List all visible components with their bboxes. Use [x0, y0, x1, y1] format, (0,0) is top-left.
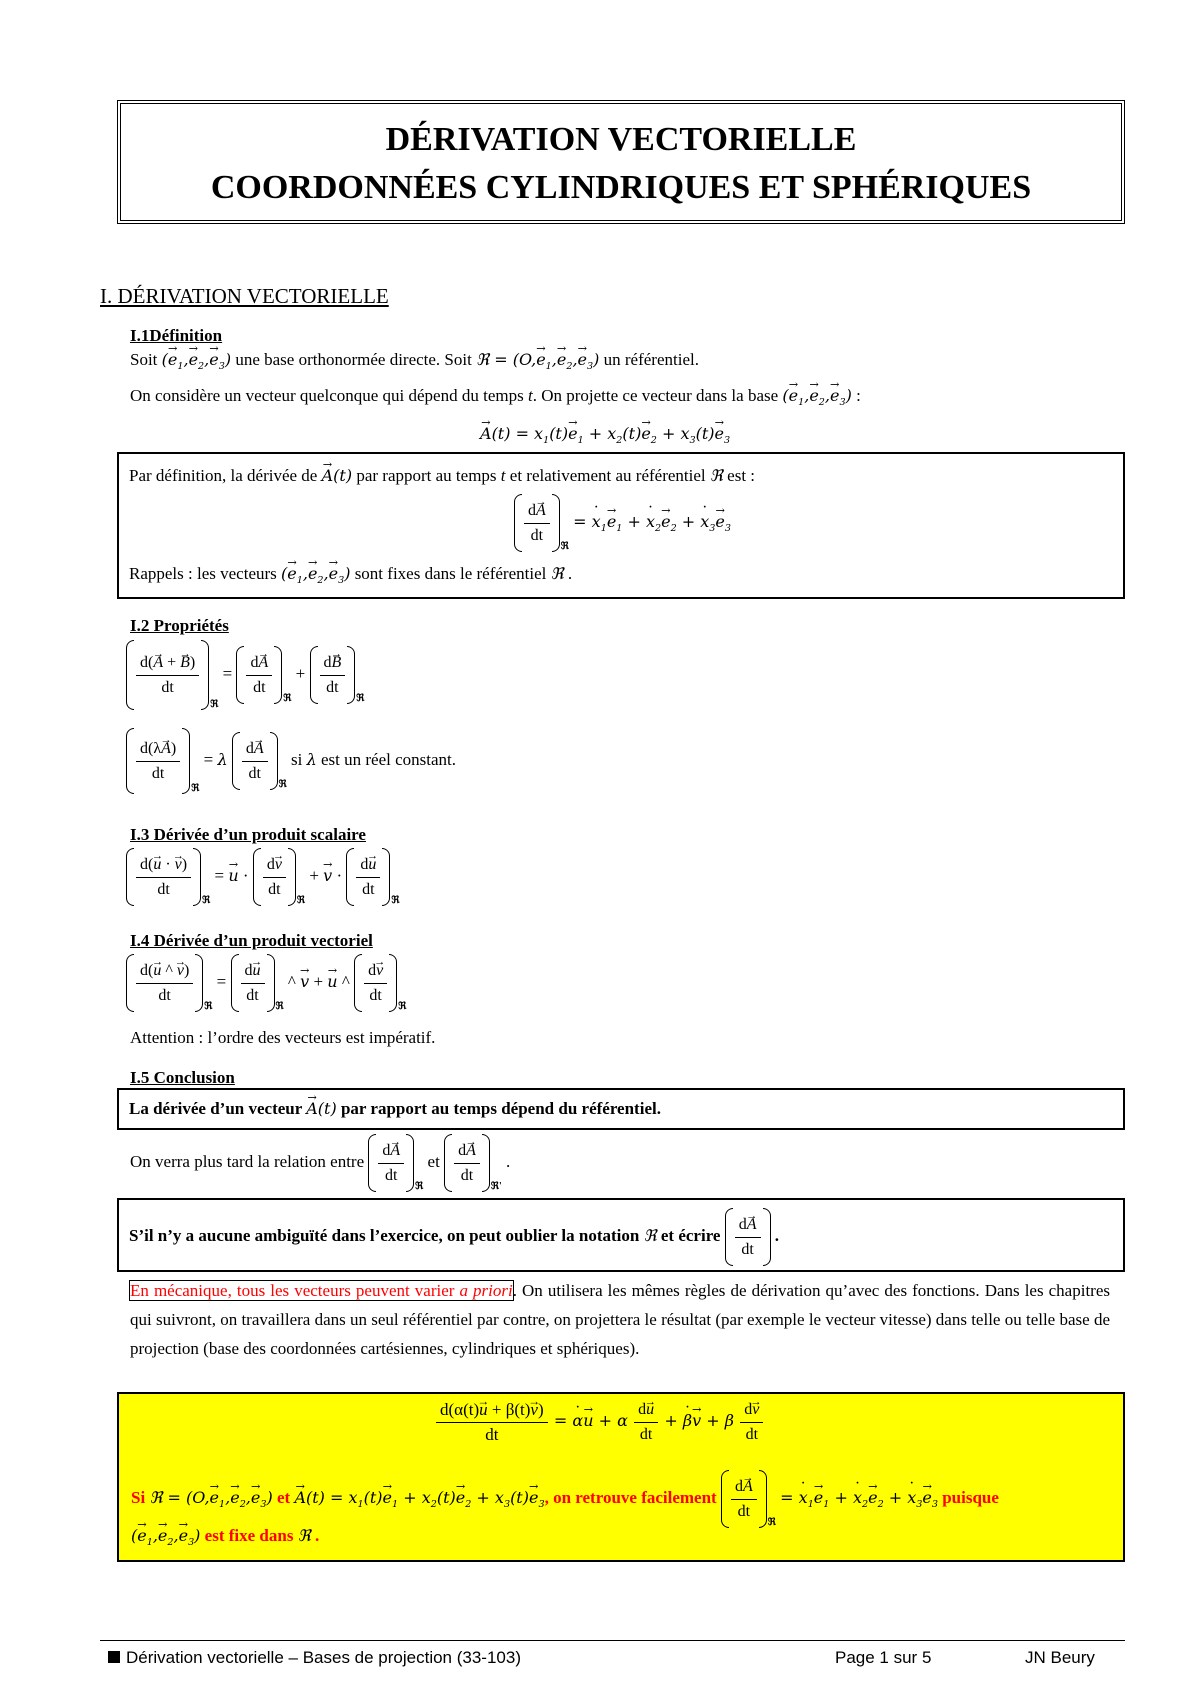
heading-1-3: I.3 Dérivée d’un produit scalaire: [130, 825, 366, 844]
attention-note: Attention : l’ordre des vecteurs est impératif.: [130, 1028, 436, 1047]
heading-1-1: I.1Définition: [130, 326, 223, 345]
linear-combination-formula: $\frac{d(\alpha(t)\to u + \beta(t)\to v)}{dt}$ = ˙ α→ u + α $\frac{d\to u}{dt}$ + ˙ β→ v + β $\frac{d\to v}{dt}$: [434, 1400, 765, 1445]
yellow-line-1: Si ℜ = $(O,\to e_1,\to e_2,\to e_3)$ et → $A(t) = x_1(t)\to e_1 + x_2(t)\to e_2 + x_3(t)\to e_3$, on retrouve facilement $\frac{d\to A}{dt}$ ℜ = ˙ $x_1\to e_1$ + ˙ $x_2\to e_2$ + ˙ $x_3\to e_3$ puisque: [131, 1470, 999, 1528]
square-bullet-icon: [108, 1651, 120, 1663]
conclusion-box-1-text: La dérivée d’un vecteur → A(t) par rapport au temps dépend du référentiel.: [129, 1099, 661, 1119]
later-relation-line: On verra plus tard la relation entre $\frac{d\to A}{dt}$ ℜ et $\frac{d\to A}{dt}$ ℜ' .: [130, 1134, 510, 1192]
footer-page: Page 1 sur 5: [835, 1648, 932, 1667]
heading-1-5: I.5 Conclusion: [130, 1068, 235, 1087]
title-line-2: COORDONNÉES CYLINDRIQUES ET SPHÉRIQUES: [210, 169, 1032, 206]
heading-1-4: I.4 Dérivée d’un produit vectoriel: [130, 931, 373, 950]
footer-divider: [100, 1640, 1125, 1641]
section-heading-1: I. DÉRIVATION VECTORIELLE: [100, 284, 389, 308]
mechanics-paragraph: En mécanique, tous les vecteurs peuvent varier a priori. On utilisera les mêmes règles de dérivation qu’avec des fonctions. Dans les chapitres qui suivront, on travaillera dans un seul référentiel par contre, on projettera le résultat (par exemple le vecteur vitesse) dans telle ou telle base de projection (base des coordonnées cartésiennes, cylindriques et sphériques).: [130, 1281, 1110, 1358]
footer-left: Dérivation vectorielle – Bases de projection (33-103): [108, 1648, 521, 1668]
definition-line-1: Soit (→ $e_1,\to e_2,\to e_3$) une base orthonormée directe. Soit ℜ = $(O,\to e_1,\to e_2,\to e_3)$ un référentiel.: [130, 350, 699, 372]
property-scalar-multiple: $\frac{d(\lambda\to A)}{dt}$ ℜ = λ $\frac{d\to A}{dt}$ ℜ si λ est un réel constant.: [126, 728, 456, 794]
vector-product-formula: $\frac{d(\to u \^{} \to v)}{dt}$ ℜ = $\frac{d\to u}{dt}$ ℜ ^ → v + → u ^ $\frac{d\to v}{dt}$ ℜ: [126, 954, 406, 1012]
conclusion-box-2-text: S’il n’y a aucune ambiguïté dans l’exercice, on peut oublier la notation ℜ et écrire $\frac{d\to A}{dt}$ .: [129, 1208, 779, 1266]
heading-1-2: I.2 Propriétés: [130, 616, 229, 635]
derivative-formula: $\frac{d\to A}{dt}$ ℜ = ˙ $x_1\to e_1$ + ˙ $x_2\to e_2$ + ˙ $x_3\to e_3$: [514, 494, 731, 552]
rappel-line: Rappels : les vecteurs (→ $e_1,\to e_2,\to e_3$) sont fixes dans le référentiel ℜ .: [129, 564, 572, 586]
equation-vector-a: → $A(t) = x_1(t)\to e_1 + x_2(t)\to e_2 + x_3(t)\to e_3$: [480, 424, 730, 446]
definition-line-2: On considère un vecteur quelconque qui dépend du temps t. On projette ce vecteur dans la base (→ $e_1,\to e_2,\to e_3$) :: [130, 386, 861, 408]
yellow-line-2: (→ $e_1,\to e_2,\to e_3$) est fixe dans ℜ .: [131, 1526, 319, 1548]
title-box: [117, 100, 1125, 224]
property-sum: $\frac{d(\to A + \to B)}{dt}$ ℜ = $\frac{d\to A}{dt}$ ℜ + $\frac{d\to B}{dt}$ ℜ: [126, 640, 364, 710]
yellow-summary-box: [117, 1392, 1125, 1562]
scalar-product-formula: $\frac{d(\to u \cdot \to v)}{dt}$ ℜ = → u · $\frac{d\to v}{dt}$ ℜ + → v · $\frac{d\to u}{dt}$ ℜ: [126, 848, 400, 906]
conclusion-box-2: [117, 1198, 1125, 1272]
definition-box: [117, 452, 1125, 599]
red-highlight: En mécanique, tous les vecteurs peuvent varier a priori: [130, 1281, 513, 1300]
definition-box-line-1: Par définition, la dérivée de → A(t) par rapport au temps t et relativement au référentiel ℜ est :: [129, 466, 755, 486]
conclusion-box-1: [117, 1088, 1125, 1130]
footer-author: JN Beury: [1025, 1648, 1095, 1667]
title-line-1: DÉRIVATION VECTORIELLE: [385, 121, 857, 158]
